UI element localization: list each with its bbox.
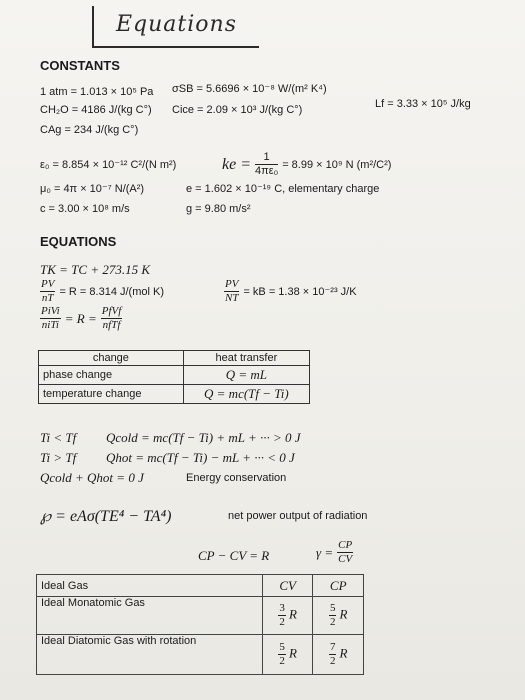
dia-cv-num: 5 [279, 641, 285, 653]
kb-fraction [224, 279, 239, 304]
const-e-charge: e = 1.602 × 10⁻¹⁹ C, elementary charge [186, 183, 380, 195]
eq-state-ratio [40, 306, 122, 331]
ratio-right-den: nfTf [102, 319, 121, 331]
gamma-relation [316, 540, 353, 565]
const-c-ice: Cice = 2.09 × 10³ J/(kg C°) [172, 104, 303, 116]
radiation-equation: ℘ = eAσ(TE⁴ − TA⁴) [40, 508, 172, 525]
temp-change-eq: Q = mc(Tf − Ti) [183, 385, 309, 404]
mono-cv-r: R [288, 606, 297, 622]
kb-rhs: = kB = 1.38 × 10⁻²³ J/K [243, 286, 357, 298]
mono-cp-num: 5 [329, 602, 336, 614]
const-eps0: ε₀ = 8.854 × 10⁻¹² C²/(N m²) [40, 159, 177, 171]
mono-cv-cell [262, 597, 313, 635]
cold-equation: Qcold = mc(Tf − Ti) + mL + ··· > 0 J [106, 430, 301, 445]
eq-kelvin: TK = TC + 273.15 K [40, 262, 151, 277]
equations-heading: EQUATIONS [40, 234, 117, 249]
title-box [92, 6, 259, 48]
page-title: Equations [116, 12, 238, 37]
radiation-label: net power output of radiation [228, 510, 368, 522]
ke-lhs: ke = [222, 155, 251, 173]
eq-ideal-gas [40, 279, 164, 304]
mono-cv-fraction [278, 603, 286, 628]
gas-num: PV [41, 278, 55, 290]
gas-fraction [40, 279, 55, 304]
const-l-f: Lf = 3.33 × 10⁵ J/kg [375, 98, 471, 110]
sum-equation: Qcold + Qhot = 0 J [40, 470, 144, 485]
gamma-num: CP [338, 539, 353, 551]
dia-cp-den: 2 [329, 655, 336, 667]
temp-change-label: temperature change [39, 385, 184, 404]
table-row [37, 635, 364, 675]
dia-cp-fraction [329, 642, 337, 667]
dia-cv-r: R [288, 645, 297, 661]
ratio-right-num: PfVf [101, 305, 122, 317]
energy-conservation-label: Energy conservation [186, 472, 287, 484]
const-atm: 1 atm = 1.013 × 10⁵ Pa [40, 86, 154, 98]
ke-num: 1 [255, 152, 278, 165]
const-g: g = 9.80 m/s² [186, 203, 251, 215]
ratio-left-den: niTi [41, 319, 59, 331]
hot-equation: Qhot = mc(Tf − Ti) − mL + ··· < 0 J [106, 450, 295, 465]
table-row [39, 366, 310, 385]
dia-cp-cell [313, 635, 364, 675]
ideal-gas-label: Ideal Gas [37, 575, 263, 597]
heat-transfer-table [38, 350, 310, 404]
mono-cp-fraction [329, 603, 337, 628]
dia-cp-num: 7 [329, 641, 336, 653]
mono-cp-den: 2 [329, 616, 336, 628]
change-header: change [39, 351, 184, 366]
kb-den: NT [224, 292, 239, 304]
cp-cv-relation: CP − CV = R [198, 548, 270, 563]
phase-change-eq: Q = mL [183, 366, 309, 385]
table-row [37, 575, 364, 597]
dia-cv-cell [262, 635, 313, 675]
hot-condition: Ti > Tf [40, 450, 77, 465]
mono-cp-cell [313, 597, 364, 635]
ideal-gas-table [36, 574, 364, 675]
gamma-lhs: γ = [316, 544, 334, 560]
heat-transfer-header: heat transfer [183, 351, 309, 366]
ratio-left [40, 306, 61, 331]
gamma-fraction [337, 540, 353, 565]
dia-cp-r: R [339, 645, 348, 661]
mono-cv-den: 2 [279, 616, 285, 628]
gamma-den: CV [338, 553, 353, 565]
const-sigma-sb: σSB = 5.6696 × 10⁻⁸ W/(m² K⁴) [172, 83, 327, 95]
ratio-mid: = R = [64, 310, 97, 326]
ratio-right [101, 306, 123, 331]
phase-change-label: phase change [39, 366, 184, 385]
gas-den: nT [41, 292, 54, 304]
const-c-h2o: CH₂O = 4186 J/(kg C°) [40, 104, 152, 116]
eq-boltzmann [224, 279, 357, 304]
cp-header: CP [313, 575, 364, 597]
dia-cv-den: 2 [279, 655, 285, 667]
ke-rhs: = 8.99 × 10⁹ N (m²/C²) [282, 158, 392, 171]
gas-rhs: = R = 8.314 J/(mol K) [59, 285, 164, 298]
const-ke [222, 152, 391, 177]
mono-cv-num: 3 [279, 602, 285, 614]
const-c-light: c = 3.00 × 10⁸ m/s [40, 203, 130, 215]
const-c-ag: CAg = 234 J/(kg C°) [40, 124, 139, 136]
table-row [39, 351, 310, 366]
kb-num: PV [225, 278, 239, 290]
diatomic-label: Ideal Diatomic Gas with rotation [37, 635, 263, 675]
constants-heading: CONSTANTS [40, 58, 120, 73]
dia-cv-fraction [278, 642, 286, 667]
ratio-left-num: PiVi [41, 305, 60, 317]
ke-den: 4πε₀ [255, 165, 279, 177]
ke-fraction [255, 152, 278, 177]
monatomic-label: Ideal Monatomic Gas [37, 597, 263, 635]
mono-cp-r: R [339, 606, 348, 622]
const-mu0: μ₀ = 4π × 10⁻⁷ N/(A²) [40, 183, 145, 195]
table-row [37, 597, 364, 635]
cold-condition: Ti < Tf [40, 430, 77, 445]
table-row [39, 385, 310, 404]
cv-header: CV [262, 575, 313, 597]
